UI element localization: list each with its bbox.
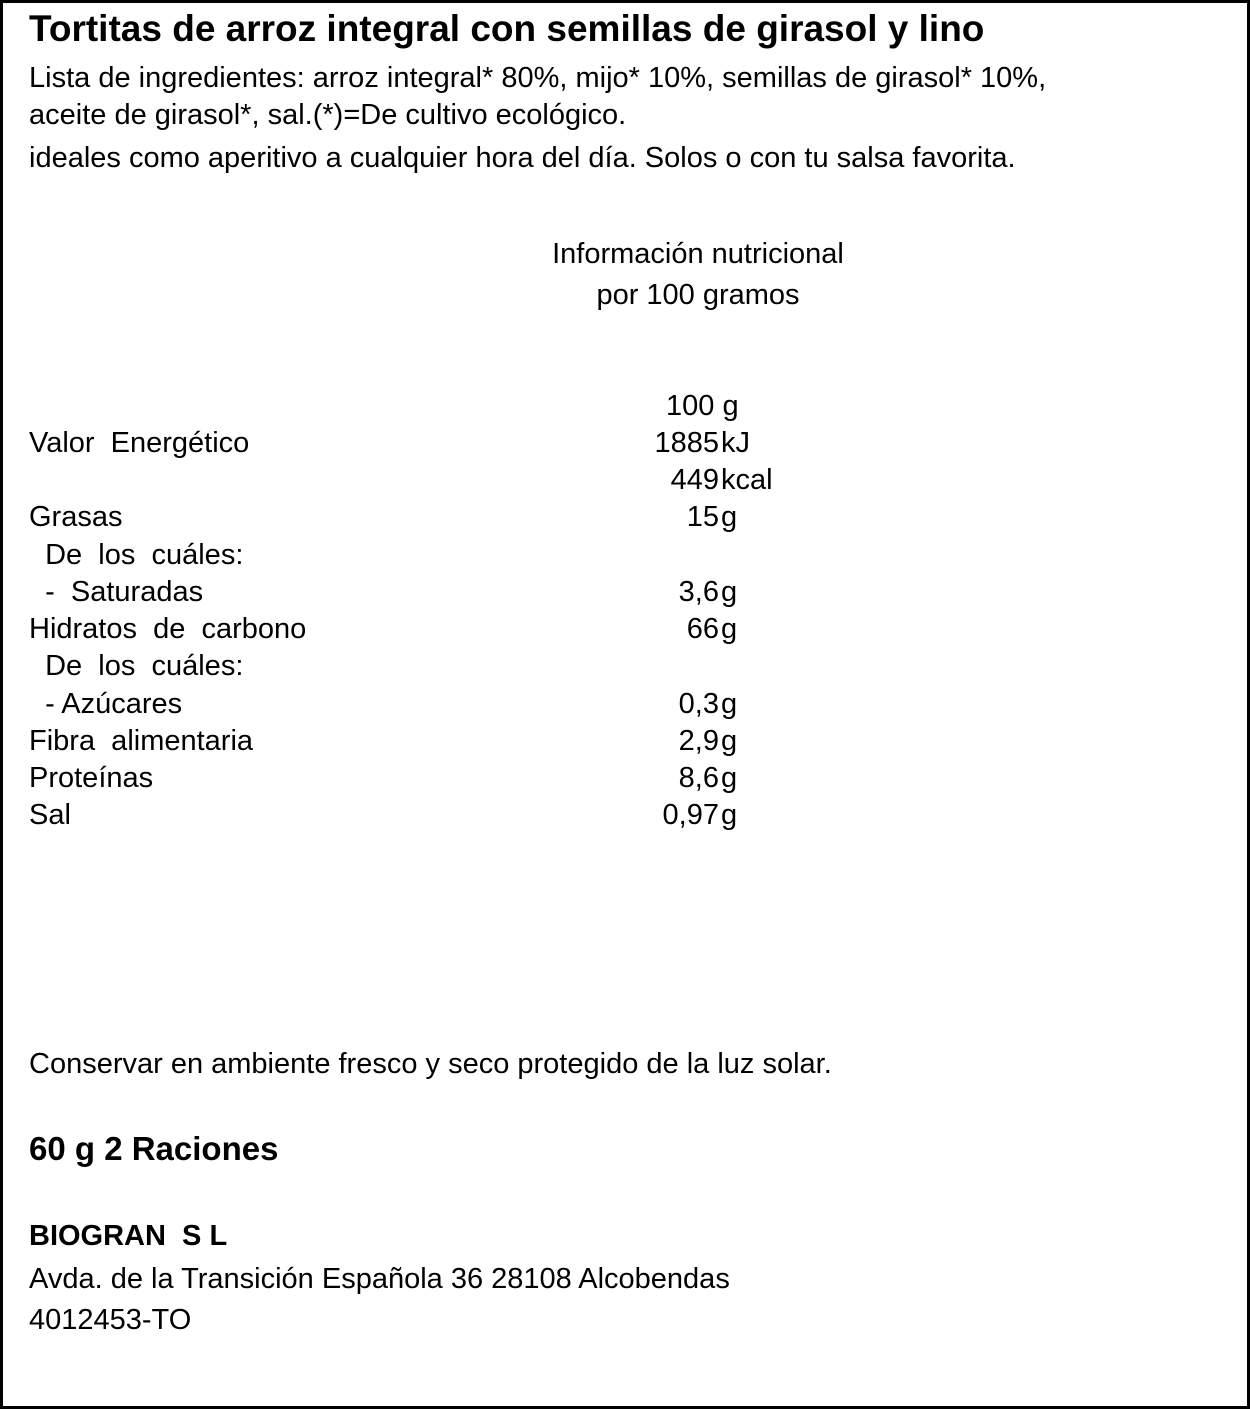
- nutrition-row-unit: kcal: [721, 464, 773, 496]
- nutrition-row-label: - Azúcares: [29, 688, 183, 720]
- nutrition-row-unit: g: [721, 762, 738, 794]
- nutrition-row-value: 1885: [654, 427, 719, 459]
- nutrition-row-value: 449: [670, 464, 719, 496]
- ingredients-line-2: aceite de girasol*, sal.(*)=De cultivo ecológico.: [29, 99, 627, 131]
- nutrition-row-value: 0,3: [678, 688, 719, 720]
- nutrition-row-value: 2,9: [678, 725, 719, 757]
- storage-instructions: Conservar en ambiente fresco y seco protegido de la luz solar.: [29, 1048, 832, 1080]
- product-description: ideales como aperitivo a cualquier hora del día. Solos o con tu salsa favorita.: [29, 142, 1016, 174]
- nutrition-row-value: 3,6: [678, 576, 719, 608]
- ingredients-line-1: Lista de ingredientes: arroz integral* 80%, mijo* 10%, semillas de girasol* 10%,: [29, 62, 1047, 94]
- nutrition-row-unit: g: [721, 799, 738, 831]
- registry-code: 4012453-TO: [29, 1304, 192, 1336]
- nutrition-row-label: Sal: [29, 799, 71, 831]
- nutrition-subheading: por 100 gramos: [596, 279, 800, 311]
- nutrition-row-label: De los cuáles:: [29, 650, 244, 682]
- nutrition-row-unit: g: [721, 688, 738, 720]
- nutrition-row-value: 8,6: [678, 762, 719, 794]
- nutrition-row-value: 66: [686, 613, 719, 645]
- nutrition-heading: Información nutricional: [552, 238, 844, 270]
- nutrition-row-label: De los cuáles:: [29, 539, 244, 571]
- nutrition-row-unit: g: [721, 613, 738, 645]
- nutrition-row-label: Hidratos de carbono: [29, 613, 307, 645]
- nutrition-row-value: 15: [686, 501, 719, 533]
- product-title: Tortitas de arroz integral con semillas de girasol y lino: [29, 8, 985, 49]
- net-weight: 60 g 2 Raciones: [29, 1130, 279, 1167]
- nutrition-row-value: 0,97: [662, 799, 719, 831]
- nutrition-row-label: Valor Energético: [29, 427, 250, 459]
- nutrition-row-label: - Saturadas: [29, 576, 204, 608]
- nutrition-row-label: Grasas: [29, 501, 123, 533]
- nutrition-row-label: Fibra alimentaria: [29, 725, 254, 757]
- nutrition-row-unit: g: [721, 725, 738, 757]
- company-address: Avda. de la Transición Española 36 28108 Alcobendas: [29, 1263, 730, 1295]
- nutrition-row-unit: g: [721, 576, 738, 608]
- nutrition-row-label: Proteínas: [29, 762, 154, 794]
- nutrition-row-unit: kJ: [721, 427, 750, 459]
- company-name: BIOGRAN S L: [29, 1220, 228, 1252]
- nutrition-column-header: 100 g: [666, 390, 739, 422]
- nutrition-row-unit: g: [721, 501, 738, 533]
